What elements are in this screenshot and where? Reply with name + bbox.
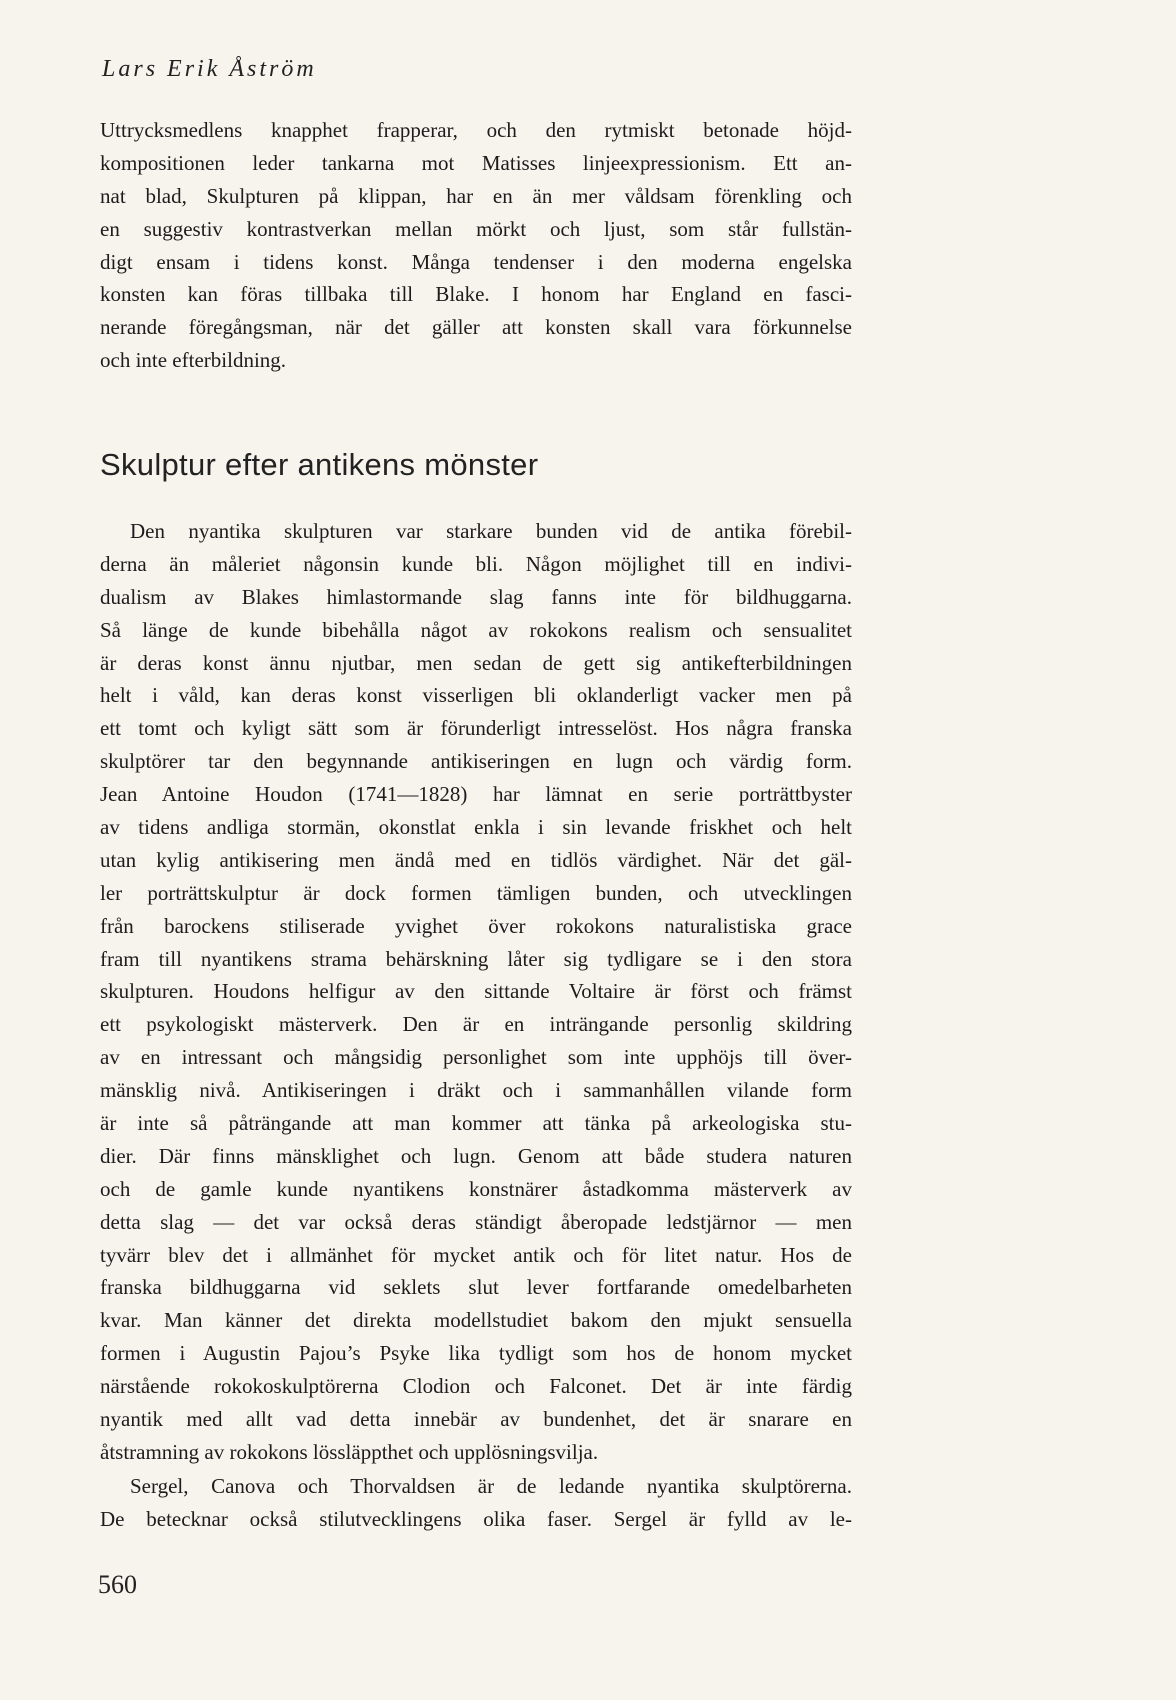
text-line: mänsklig nivå. Antikiseringen i dräkt och i sammanhållen vilande form [100, 1078, 852, 1103]
text-line: av en intressant och mångsidig personlighet som inte upphöjs till över- [100, 1045, 852, 1070]
text-line: från barockens stiliserade yvighet över rokokons naturalistiska grace [100, 913, 852, 938]
text-line: av tidens andliga stormän, okonstlat enkla i sin levande friskhet och helt [100, 815, 852, 840]
section-heading: Skulptur efter antikens mönster [100, 447, 539, 482]
text-line: formen i Augustin Pajou’s Psyke lika tydligt som hos de honom mycket [100, 1341, 852, 1366]
text-line: Så länge de kunde bibehålla något av rokokons realism och sensualitet [100, 617, 852, 642]
text-line: skulpturen. Houdons helfigur av den sittande Voltaire är först och främst [100, 979, 852, 1004]
text-line: De betecknar också stilutvecklingens olika faser. Sergel är fylld av le- [100, 1506, 852, 1531]
paragraph-blake-conclusion [100, 114, 852, 377]
text-line: ett psykologiskt mästerverk. Den är en inträngande personlig skildring [100, 1012, 852, 1037]
text-line: digt ensam i tidens konst. Många tendenser i den moderna engelska [100, 249, 852, 274]
text-line: åtstramning av rokokons lössläppthet och upplösningsvilja. [100, 1439, 599, 1464]
text-line: en suggestiv kontrastverkan mellan mörkt och ljust, som står fullstän- [100, 216, 852, 241]
text-line: och inte efterbildning. [100, 348, 287, 373]
page-number: 560 [98, 1570, 137, 1599]
text-line: detta slag — det var också deras ständigt åberopade ledstjärnor — men [100, 1209, 852, 1234]
text-line: tyvärr blev det i allmänhet för mycket antik och för litet natur. Hos de [100, 1242, 852, 1267]
text-line: dualism av Blakes himlastormande slag fanns inte för bildhuggarna. [100, 584, 852, 609]
text-line: Den nyantika skulpturen var starkare bunden vid de antika förebil- [130, 519, 852, 543]
running-head-author: Lars Erik Åström [102, 56, 317, 82]
text-line: nyantik med allt vad detta innebär av bundenhet, det är snarare en [100, 1407, 852, 1432]
text-line: Jean Antoine Houdon (1741—1828) har lämnat en serie porträttbyster [100, 782, 852, 807]
text-line: närstående rokokoskulptörerna Clodion och Falconet. Det är inte färdig [100, 1374, 852, 1399]
text-line: Sergel, Canova och Thorvaldsen är de ledande nyantika skulptörerna. [130, 1474, 852, 1498]
text-line: och de gamle kunde nyantikens konstnärer åstadkomma mästerverk av [100, 1176, 852, 1201]
text-line: kompositionen leder tankarna mot Matisses linjeexpressionism. Ett an- [100, 150, 852, 175]
text-line: fram till nyantikens strama behärskning låter sig tydligare se i den stora [100, 946, 852, 971]
text-line: ler porträttskulptur är dock formen tämligen bunden, och utvecklingen [100, 880, 852, 905]
text-line: skulptörer tar den begynnande antikiseringen en lugn och värdig form. [100, 749, 852, 774]
text-line: utan kylig antikisering men ändå med en tidlös värdighet. När det gäl- [100, 847, 852, 872]
text-line: är deras konst ännu njutbar, men sedan de gett sig antikefterbildningen [100, 650, 852, 675]
text-line: är inte så påträngande att man kommer att tänka på arkeologiska stu- [100, 1111, 852, 1136]
text-line: franska bildhuggarna vid seklets slut lever fortfarande omedelbarheten [100, 1275, 852, 1300]
text-line: nerande föregångsman, när det gäller att konsten skall vara förkunnelse [100, 315, 852, 340]
text-line: konsten kan föras tillbaka till Blake. I honom har England en fasci- [100, 282, 852, 307]
text-line: ett tomt och kyligt sätt som är förunderligt intresselöst. Hos några franska [100, 716, 852, 741]
paragraph-sergel-canova-thorvaldsen [100, 1470, 852, 1536]
text-line: nat blad, Skulpturen på klippan, har en än mer våldsam förenkling och [100, 183, 852, 208]
text-line: derna än måleriet någonsin kunde bli. Någon möjlighet till en indivi- [100, 551, 852, 576]
text-line: dier. Där finns mänsklighet och lugn. Genom att både studera naturen [100, 1143, 852, 1168]
paragraph-neoclassical-sculpture [100, 515, 852, 1469]
text-line: Uttrycksmedlens knapphet frapperar, och den rytmiskt betonade höjd- [100, 118, 852, 142]
text-line: kvar. Man känner det direkta modellstudiet bakom den mjukt sensuella [100, 1308, 852, 1333]
text-line: helt i våld, kan deras konst visserligen bli oklanderligt vacker men på [100, 683, 852, 708]
